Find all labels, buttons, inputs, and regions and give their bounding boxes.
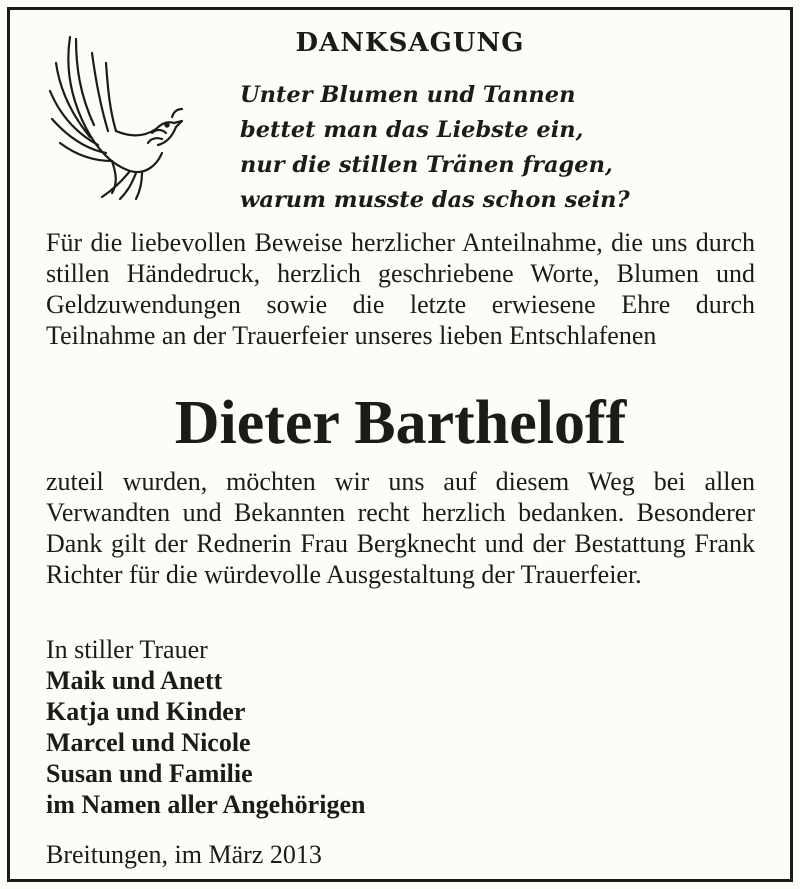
poem (240, 78, 630, 218)
notice-heading: DANKSAGUNG (295, 28, 525, 58)
mourner-name: Marcel und Nicole (46, 728, 251, 757)
mourner-name: Katja und Kinder (46, 697, 246, 726)
mourner-name: Maik und Anett (46, 666, 223, 695)
mourning-line: In stiller Trauer (46, 635, 208, 664)
mourner-name: im Namen aller Angehörigen (46, 790, 366, 819)
thanks-paragraph: zuteil wurden, möchten wir uns auf diesem Weg bei allen Verwandten und Bekannten recht herzlich bedanken. Besonderer Dank gilt der Rednerin Frau Bergknecht und der Bestattung Frank Richter für die würdevolle Ausgestaltung der Trauerfeier. (46, 467, 755, 589)
place-date: Breitungen, im März 2013 (46, 840, 322, 869)
poem-line: bettet man das Liebste ein, (240, 117, 584, 143)
poem-line: Unter Blumen und Tannen (240, 82, 576, 108)
intro-paragraph: Für die liebevollen Beweise herzlicher Anteilnahme, die uns durch stillen Händedruck, herzlich geschriebene Worte, Blumen und Geldzuwendungen sowie die letzte erwiesene Ehre durch Teilnahme an der Trauerfeier unseres lieben Entschlafenen (46, 228, 755, 350)
deceased-name: Dieter Bartheloff (174, 389, 627, 457)
poem-line: nur die stillen Tränen fragen, (240, 152, 613, 178)
dove-icon (46, 33, 186, 203)
mourners-block (46, 634, 365, 820)
mourner-name: Susan und Familie (46, 759, 253, 788)
poem-line: warum musste das schon sein? (240, 187, 630, 213)
